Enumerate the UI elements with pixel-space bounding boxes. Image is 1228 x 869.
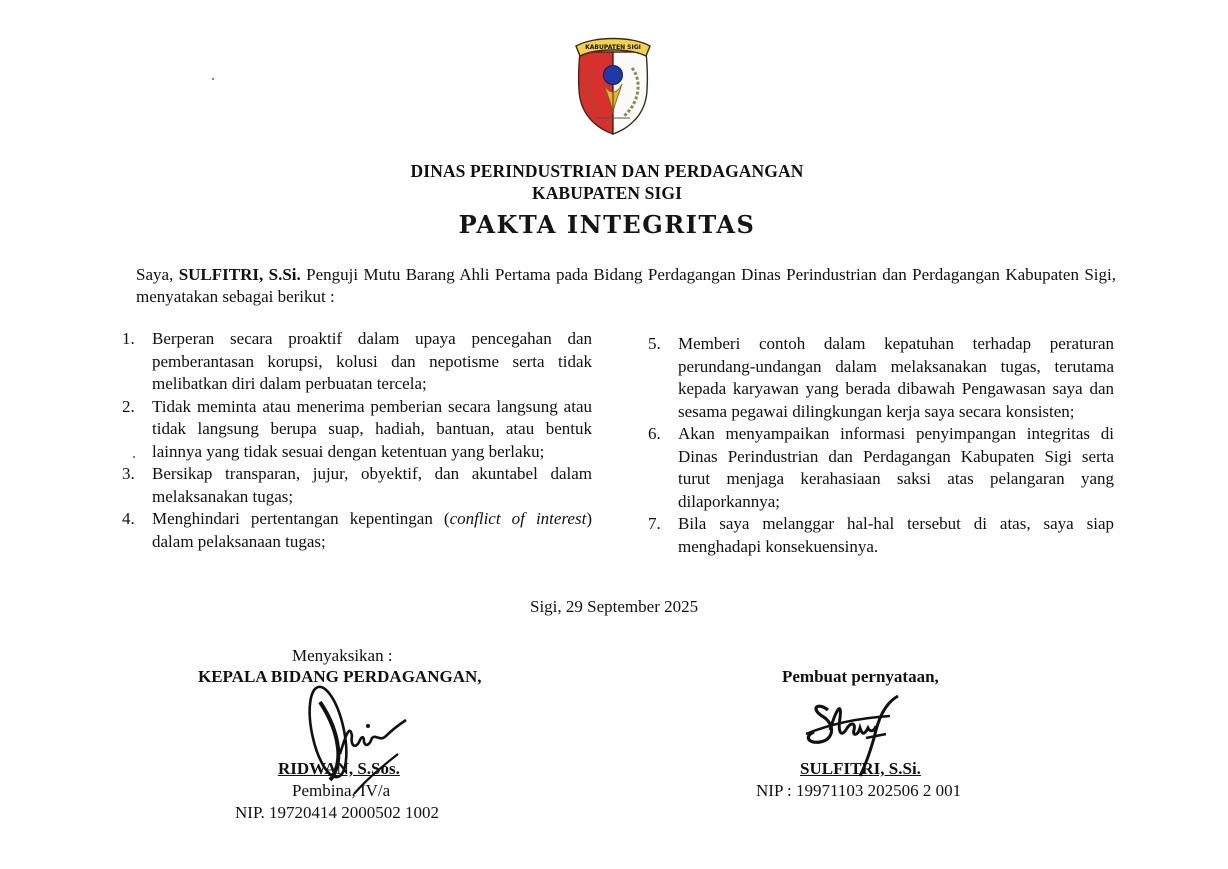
list-item (122, 508, 592, 553)
kabupaten-sigi-emblem-icon (574, 30, 652, 136)
item-text: Berperan secara proaktif dalam upaya pencegahan dan pemberantasan korupsi, kolusi dan nepotisme serta tidak melibatkan diri dalam perbuatan tercela; (152, 329, 592, 393)
commitments-list-left (122, 328, 592, 553)
maker-label: Pembuat pernyataan, (782, 667, 939, 686)
list-item (648, 333, 1114, 423)
maker-nip: NIP : 19971103 202506 2 001 (756, 781, 962, 800)
intro-rest: Penguji Mutu Barang Ahli Pertama pada Bidang Perdagangan Dinas Perindustrian dan Perdagangan Kabupaten Sigi, menyatakan sebagai berikut : (136, 265, 1116, 306)
declarant-name: SULFITRI, S.Si. (178, 265, 301, 284)
item-text: Memberi contoh dalam kepatuhan terhadap peraturan perundang-undangan dalam melaksanakan tugas, terutama kepada karyawan yang berada dibawah Pengawasan saya dan sesama pegawai dilingkungan kerja saya secara konsisten; (678, 334, 1114, 421)
item-text: Akan menyampaikan informasi penyimpangan integritas di Dinas Perindustrian dan Perdagangan Kabupaten Sigi serta turut menjaga kerahasiaan saksi atas pelangaran yang dilaporkannya; (678, 424, 1114, 511)
list-item (122, 396, 592, 464)
item-text: Bersikap transparan, jujur, obyektif, dan akuntabel dalam melaksanakan tugas; (152, 464, 592, 506)
item-text-italic: conflict of interest (449, 509, 587, 528)
item-text: Bila saya melanggar hal-hal tersebut di atas, saya siap menghadapi konsekuensinya. (678, 514, 1114, 556)
list-item (648, 423, 1114, 513)
witness-position: KEPALA BIDANG PERDAGANGAN, (198, 667, 482, 686)
document-title: PAKTA INTEGRITAS (458, 210, 756, 239)
list-item (122, 328, 592, 396)
item-text (152, 508, 592, 553)
logo-banner-text: KABUPATEN SIGI (585, 44, 641, 51)
scan-speck (212, 78, 214, 80)
item-number: 3. (122, 464, 135, 483)
scan-speck (133, 456, 135, 458)
item-number: 4. (122, 509, 135, 528)
item-number: 6. (648, 424, 661, 443)
intro-prefix: Saya, (136, 265, 179, 284)
commitments-list-right (648, 333, 1114, 558)
agency-name: DINAS PERINDUSTRIAN DAN PERDAGANGAN (410, 161, 804, 181)
list-item (648, 513, 1114, 558)
witness-label: Menyaksikan : (292, 646, 393, 665)
list-item (122, 463, 592, 508)
item-text-after: ) dalam pelaksanaan tugas; (152, 509, 592, 551)
witness-rank: Pembina, IV/a (292, 781, 391, 800)
date-line: Sigi, 29 September 2025 (530, 597, 699, 616)
intro-paragraph (136, 264, 1116, 308)
maker-name: SULFITRI, S.Si. (800, 759, 921, 778)
witness-name: RIDWAN, S.Sos. (278, 759, 400, 778)
item-number: 5. (648, 334, 661, 353)
item-number: 7. (648, 514, 661, 533)
item-number: 1. (122, 329, 135, 348)
region-name: KABUPATEN SIGI (531, 183, 682, 203)
item-text-before: Menghindari pertentangan kepentingan ( (152, 509, 450, 528)
witness-nip: NIP. 19720414 2000502 1002 (235, 803, 440, 822)
item-text: Tidak meminta atau menerima pemberian secara langsung atau tidak langsung berupa suap, hadiah, bantuan, atau bentuk lainnya yang tidak sesuai dengan ketentuan yang berlaku; (152, 396, 592, 461)
item-number: 2. (122, 396, 135, 416)
